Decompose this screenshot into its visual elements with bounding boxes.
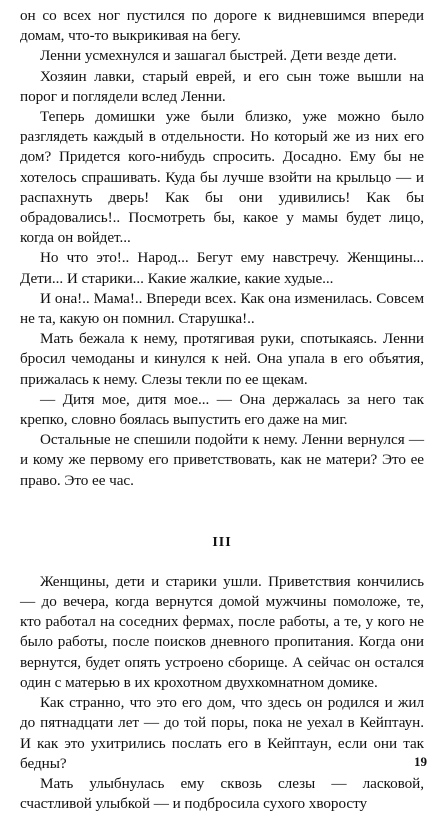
paragraph: — Дитя мое, дитя мое... — Она держалась за него так крепко, словно боялась выпустить его даже на миг.: [20, 390, 424, 429]
paragraph: Как странно, что это его дом, что здесь он родился и жил до пятнадцати лет — до той поры, пока не уехал в Кейптаун. И как это ухитрились послать его в Кейптаун, если они так бедны?: [20, 694, 424, 772]
paragraph: Мать улыбнулась ему сквозь слезы — ласковой, счастливой улыбкой — и подбросила сухого хворосту: [20, 774, 424, 813]
text-block-part1: [20, 6, 424, 491]
paragraph: Мать бежала к нему, протягивая руки, спотыкаясь. Ленни бросил чемоданы и кинулся к ней. Она упала в его объятия, прижалась к нему. Слезы текли по ее щекам.: [20, 330, 424, 388]
paragraph: Теперь домишки уже были близко, уже можно было разглядеть каждый в отдельности. Но который же из них его дом? Придется кого-нибудь спросить. Досадно. Ему бы не хотелось спрашивать. Куда бы лучше взойти на крыльцо — и распахнуть дверь! Как бы они удивились! Как бы обрадовались!.. Посмотреть бы, какое у мамы будет лицо, когда он войдет...: [20, 108, 424, 247]
paragraph: Хозяин лавки, старый еврей, и его сын тоже вышли на порог и поглядели вслед Ленни.: [20, 67, 424, 105]
paragraph: И она!.. Мама!.. Впереди всех. Как она изменилась. Совсем не та, какую он помнил. Старушка!..: [20, 289, 424, 328]
paragraph: Ленни усмехнулся и зашагал быстрей. Дети везде дети.: [40, 47, 397, 65]
paragraph: Остальные не спешили подойти к нему. Ленни вернулся — и кому же первому его приветствовать, как не матери? Это ее право. Это ее час.: [20, 431, 424, 489]
paragraph: Но что это!.. Народ... Бегут ему навстречу. Женщины... Дети... И старики... Какие жалкие, какие худые...: [20, 249, 424, 287]
paragraph: он со всех ног пустился по дороге к видневшимся впереди домам, что-то выкрикивая на бегу.: [20, 7, 424, 45]
text-block-part2: [20, 572, 424, 814]
paragraph: Женщины, дети и старики ушли. Приветствия кончились — до вечера, когда вернутся домой мужчины помоложе, те, кто работал на соседних фермах, после работы, а те, у кого не было работы, после поисков дневного пропитания. Когда они вернутся, будет опять устроено сборище. А сейчас он остался один с матерью в их крохотном двухкомнатном домике.: [20, 572, 424, 691]
book-page: [20, 6, 424, 814]
section-heading: III: [212, 534, 232, 550]
page-number: 19: [414, 754, 427, 769]
